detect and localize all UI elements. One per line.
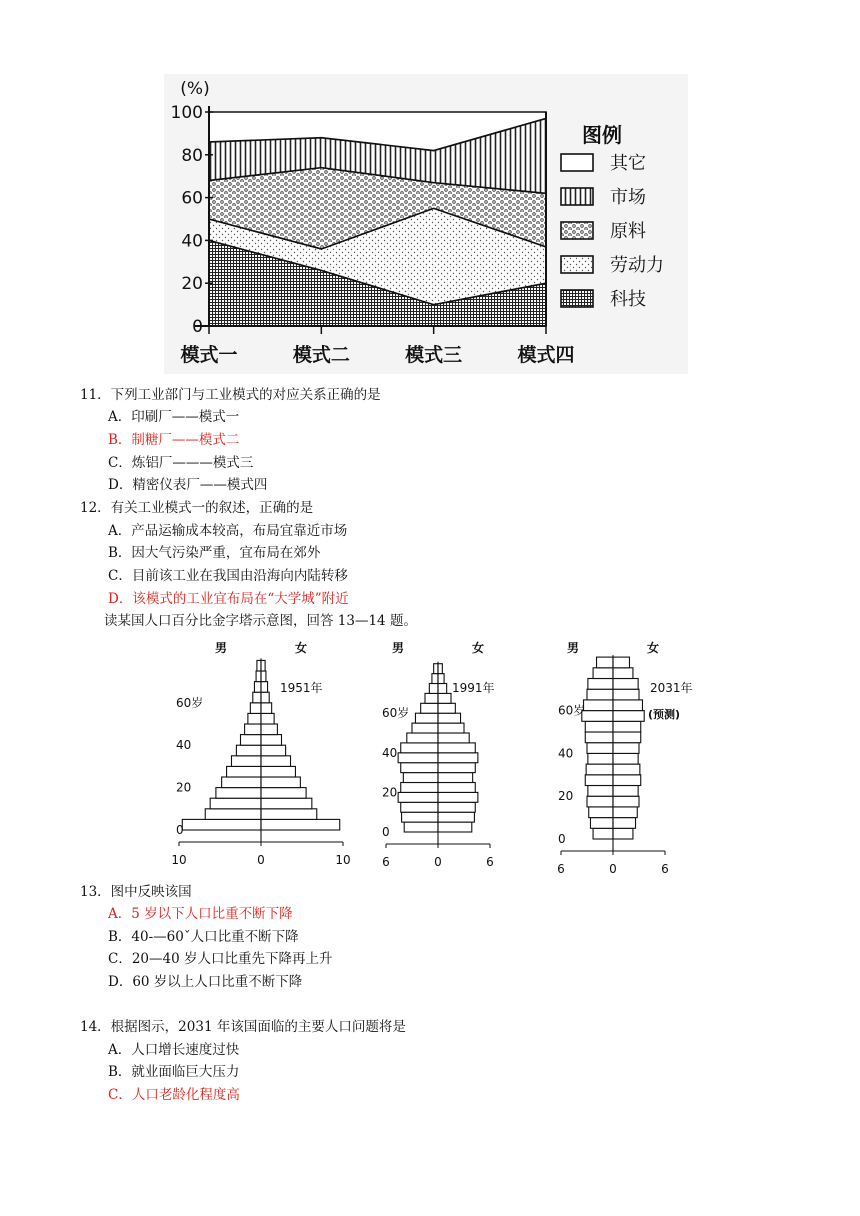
female-bar-55-59 — [613, 711, 644, 722]
female-bar-30-34 — [438, 763, 475, 773]
female-bar-60-64 — [261, 692, 269, 703]
female-bar-20-24 — [438, 783, 475, 793]
legend-label: 其它 — [610, 153, 646, 174]
female-bar-30-34 — [613, 764, 640, 775]
male-bar-40-44 — [587, 743, 613, 754]
female-bar-45-49 — [261, 724, 277, 735]
male-bar-60-64 — [253, 692, 261, 703]
legend-label: 科技 — [610, 289, 646, 310]
male-label: 男 — [391, 641, 405, 655]
y-tick-label: 0 — [382, 825, 390, 839]
female-bar-80+ — [438, 664, 442, 674]
male-bar-30-34 — [401, 763, 438, 773]
female-bar-60-64 — [613, 700, 642, 711]
q12-option-c: C．目前该工业在我国由沿海向内陆转移 — [108, 568, 348, 584]
x-tick-label: 6 — [661, 862, 669, 876]
female-bar-5-9 — [438, 812, 474, 822]
female-bar-35-39 — [613, 753, 638, 764]
male-bar-45-49 — [585, 732, 613, 743]
male-bar-25-29 — [403, 773, 438, 783]
male-bar-35-39 — [236, 745, 261, 756]
legend-swatch — [561, 256, 593, 273]
female-bar-15-19 — [261, 788, 306, 799]
x-tick-label: 0 — [434, 855, 442, 869]
y-tick-label: 20 — [558, 789, 574, 804]
male-bar-70-74 — [588, 679, 613, 690]
male-bar-25-29 — [227, 766, 261, 777]
x-tick-label: 6 — [486, 855, 494, 869]
y-tick-label: 80 — [181, 145, 203, 166]
male-bar-50-54 — [585, 721, 613, 732]
y-tick-label: 0 — [558, 832, 566, 846]
female-bar-40-44 — [261, 735, 282, 746]
female-bar-30-34 — [261, 756, 291, 767]
female-bar-70-74 — [261, 671, 266, 682]
female-bar-70-74 — [613, 679, 638, 690]
q11-option-b-answer: B．制糖厂——模式二 — [108, 432, 240, 448]
male-bar-10-14 — [210, 798, 261, 809]
x-tick-label: 模式四 — [517, 344, 575, 366]
female-bar-75+ — [261, 660, 265, 671]
y-tick-label: 40 — [558, 746, 574, 761]
q14-option-a: A．人口增长速度过快 — [108, 1042, 240, 1058]
female-bar-25-29 — [261, 766, 295, 777]
female-bar-35-39 — [438, 753, 478, 763]
female-bar-75-79 — [613, 668, 633, 679]
y-tick-label: 100 — [170, 103, 203, 123]
legend-title: 图例 — [582, 123, 622, 147]
q12-option-b: B．因大气污染严重，宜布局在郊外 — [108, 545, 321, 561]
female-bar-0-4 — [438, 822, 472, 832]
y-tick-label: 20 — [176, 780, 192, 795]
female-bar-55-59 — [261, 703, 272, 714]
legend-swatch — [561, 154, 593, 171]
female-bar-40-44 — [613, 743, 639, 754]
pyramid-subtitle: (预测) — [648, 708, 681, 721]
male-bar-5-9 — [205, 809, 261, 820]
male-bar-60-64 — [584, 700, 613, 711]
female-bar-5-9 — [261, 809, 317, 820]
female-bar-0-4 — [613, 828, 633, 839]
question-13-stem: 13．图中反映该国 — [80, 884, 192, 900]
male-bar-55-59 — [415, 713, 438, 723]
x-tick-label: 0 — [609, 862, 617, 876]
male-bar-45-49 — [407, 733, 438, 743]
male-bar-15-19 — [398, 792, 438, 802]
industry-mode-chart — [164, 74, 688, 374]
question-11-stem: 11．下列工业部门与工业模式的对应关系正确的是 — [80, 387, 381, 403]
female-bar-65-69 — [261, 682, 268, 693]
female-label: 女 — [294, 641, 308, 655]
legend-label: 市场 — [610, 187, 646, 208]
female-bar-25-29 — [438, 773, 473, 783]
male-bar-15-19 — [587, 796, 613, 807]
y-tick-label: 60岁 — [176, 695, 204, 710]
female-bar-35-39 — [261, 745, 286, 756]
q11-option-a: A．印刷厂——模式一 — [108, 409, 240, 425]
legend-swatch — [561, 222, 593, 239]
y-tick-label: 20 — [181, 274, 203, 295]
female-bar-0-4 — [261, 819, 340, 830]
legend-label: 原料 — [610, 221, 646, 242]
female-bar-20-24 — [613, 786, 638, 797]
female-label: 女 — [471, 641, 485, 655]
male-bar-50-54 — [248, 713, 261, 724]
male-bar-70-74 — [256, 671, 261, 682]
legend-swatch — [561, 188, 593, 205]
female-bar-75-79 — [438, 674, 444, 684]
male-bar-65-69 — [587, 689, 613, 700]
y-tick-label: 60岁 — [558, 703, 586, 718]
male-bar-0-4 — [182, 819, 261, 830]
male-bar-35-39 — [398, 753, 438, 763]
female-bar-45-49 — [613, 732, 641, 743]
area-layers — [209, 112, 546, 326]
female-bar-25-29 — [613, 775, 641, 786]
female-bar-20-24 — [261, 777, 300, 788]
female-bar-50-54 — [438, 723, 464, 733]
male-bar-35-39 — [588, 753, 613, 764]
female-bar-60-64 — [438, 703, 455, 713]
female-bar-65-69 — [438, 693, 451, 703]
legend-label: 劳动力 — [610, 255, 664, 276]
male-bar-25-29 — [585, 775, 613, 786]
male-bar-70-74 — [429, 684, 438, 694]
y-tick-label: 40 — [382, 745, 398, 760]
female-bar-80+ — [613, 657, 629, 668]
y-tick-label: 40 — [176, 738, 192, 753]
y-tick-label: 40 — [181, 231, 203, 252]
y-tick-label: 60 — [181, 188, 203, 209]
y-tick-label: 0 — [192, 317, 203, 337]
pyramid-title: 1991年 — [452, 681, 495, 695]
male-bar-15-19 — [216, 788, 261, 799]
x-tick-label: 6 — [557, 862, 565, 876]
q13-option-d: D．60 岁以上人口比重不断下降 — [108, 974, 303, 990]
male-bar-10-14 — [589, 807, 613, 818]
male-bar-65-69 — [254, 682, 261, 693]
female-bar-50-54 — [613, 721, 641, 732]
female-bar-5-9 — [613, 818, 636, 829]
y-tick-label: 0 — [176, 823, 184, 837]
q13-option-b: B．40-—60ˇ人口比重不断下降 — [108, 929, 299, 945]
male-label: 男 — [214, 641, 228, 655]
male-bar-50-54 — [412, 723, 438, 733]
population-pyramids — [160, 634, 700, 880]
male-bar-45-49 — [245, 724, 261, 735]
female-bar-40-44 — [438, 743, 475, 753]
male-bar-40-44 — [401, 743, 438, 753]
female-bar-15-19 — [613, 796, 639, 807]
q13-option-c: C．20—40 岁人口比重先下降再上升 — [108, 951, 333, 967]
pyramid-title: 2031年 — [650, 681, 693, 695]
x-tick-label: 10 — [171, 853, 187, 867]
male-bar-5-9 — [402, 812, 438, 822]
question-14-stem: 14．根据图示，2031 年该国面临的主要人口问题将是 — [80, 1019, 406, 1035]
male-bar-0-4 — [593, 828, 613, 839]
male-bar-30-34 — [586, 764, 613, 775]
y-tick-label: 20 — [382, 785, 398, 800]
q14-option-c-answer: C．人口老龄化程度高 — [108, 1087, 240, 1103]
female-bar-10-14 — [261, 798, 312, 809]
male-bar-0-4 — [404, 822, 438, 832]
male-bar-55-59 — [582, 711, 613, 722]
male-bar-75-79 — [432, 674, 438, 684]
x-tick-label: 10 — [335, 853, 351, 867]
question-12-stem: 12．有关工业模式一的叙述，正确的是 — [80, 500, 314, 516]
male-bar-75+ — [257, 660, 261, 671]
male-bar-65-69 — [425, 693, 438, 703]
male-bar-20-24 — [588, 786, 613, 797]
q12-option-a: A．产品运输成本较高，布局宜靠近市场 — [108, 523, 348, 539]
male-bar-80+ — [597, 657, 613, 668]
q12-option-d-answer: D．该模式的工业宜布局在“大学城”附近 — [108, 591, 349, 607]
pyramid-title: 1951年 — [280, 681, 323, 695]
q14-option-b: B．就业面临巨大压力 — [108, 1064, 240, 1080]
y-tick-label: 60岁 — [382, 706, 410, 721]
male-bar-75-79 — [593, 668, 613, 679]
q13-option-a-answer: A．5 岁以下人口比重不断下降 — [108, 906, 293, 922]
male-label: 男 — [566, 641, 580, 655]
x-tick-label: 模式二 — [292, 344, 350, 366]
q11-option-d: D．精密仪表厂——模式四 — [108, 477, 268, 493]
y-unit-label: (%) — [180, 79, 210, 99]
female-bar-50-54 — [261, 713, 274, 724]
male-bar-20-24 — [222, 777, 261, 788]
female-label: 女 — [646, 641, 660, 655]
male-bar-80+ — [434, 664, 438, 674]
female-bar-10-14 — [438, 802, 475, 812]
female-bar-65-69 — [613, 689, 639, 700]
male-bar-40-44 — [241, 735, 262, 746]
male-bar-30-34 — [231, 756, 261, 767]
legend-swatch — [561, 290, 593, 307]
x-tick-label: 模式三 — [405, 344, 463, 366]
male-bar-60-64 — [421, 703, 438, 713]
female-bar-10-14 — [613, 807, 637, 818]
male-bar-55-59 — [250, 703, 261, 714]
female-bar-70-74 — [438, 684, 447, 694]
male-bar-10-14 — [401, 802, 438, 812]
male-bar-5-9 — [590, 818, 613, 829]
section-intro: 读某国人口百分比金字塔示意图，回答 13—14 题。 — [104, 613, 417, 629]
x-tick-label: 0 — [257, 853, 265, 867]
x-tick-label: 6 — [382, 855, 390, 869]
male-bar-20-24 — [401, 783, 438, 793]
female-bar-55-59 — [438, 713, 461, 723]
female-bar-45-49 — [438, 733, 469, 743]
q11-option-c: C．炼铝厂———模式三 — [108, 455, 254, 471]
female-bar-15-19 — [438, 792, 478, 802]
x-tick-label: 模式一 — [180, 344, 238, 366]
